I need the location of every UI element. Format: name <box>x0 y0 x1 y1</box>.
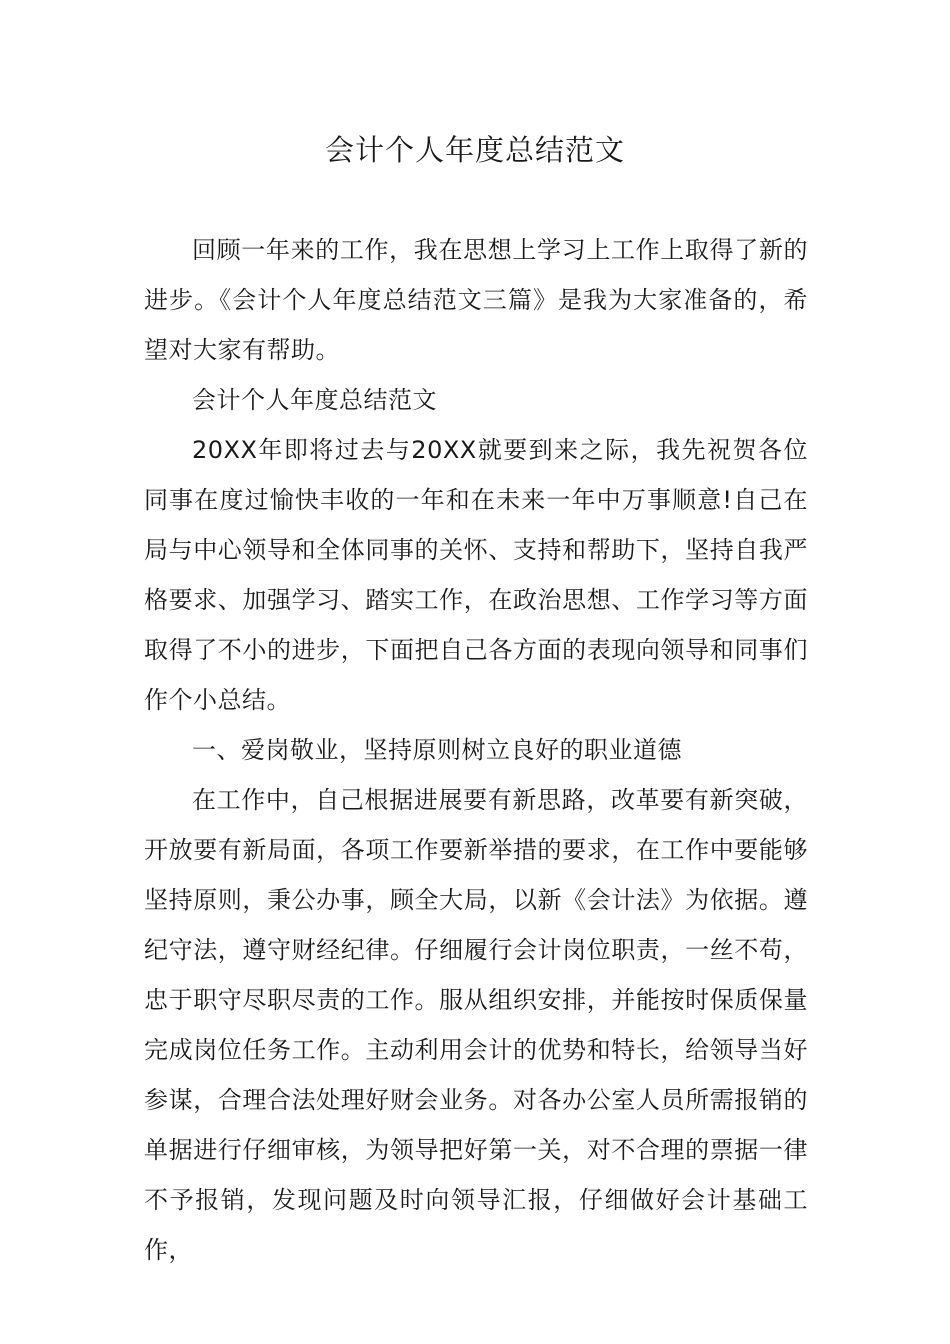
section-heading-1: 一、爱岗敬业，坚持原则树立良好的职业道德 <box>192 736 682 764</box>
paragraph-subtitle: 会计个人年度总结范文 <box>192 386 437 414</box>
paragraph-section-1: 在工作中，自己根据进展要有新思路，改革要有新突破，开放要有新局面，各项工作要新举措的要求，在工作中要能够坚持原则，秉公办事，顾全大局，以新《会计法》为依据。遵纪守法，遵守财经纪律。仔细履行会计岗位职责，一丝不苟，忠于职守尽职尽责的工作。服从组织安排，并能按时保质保量完成岗位任务工作。主动利用会计的优势和特长，给领导当好参谋，合理合法处理好财会业务。对各办公室人员所需报销的单据进行仔细审核，为领导把好第一关，对不合理的票据一律不予报销，发现问题及时向领导汇报，仔细做好会计基础工作， <box>144 786 808 1264</box>
document-title: 会计个人年度总结范文 <box>324 133 625 167</box>
paragraph-greeting: 20XX年即将过去与20XX就要到来之际，我先祝贺各位同事在度过愉快丰收的一年和在未来一年中万事顺意!自己在局与中心领导和全体同事的关怀、支持和帮助下，坚持自我严格要求、加强学习、踏实工作，在政治思想、工作学习等方面取得了不小的进步，下面把自己各方面的表现向领导和同事们作个小总结。 <box>144 436 808 714</box>
paragraph-intro: 回顾一年来的工作，我在思想上学习上工作上取得了新的进步。《会计个人年度总结范文三篇》是我为大家准备的，希望对大家有帮助。 <box>144 236 808 364</box>
document-body <box>144 225 808 1275</box>
